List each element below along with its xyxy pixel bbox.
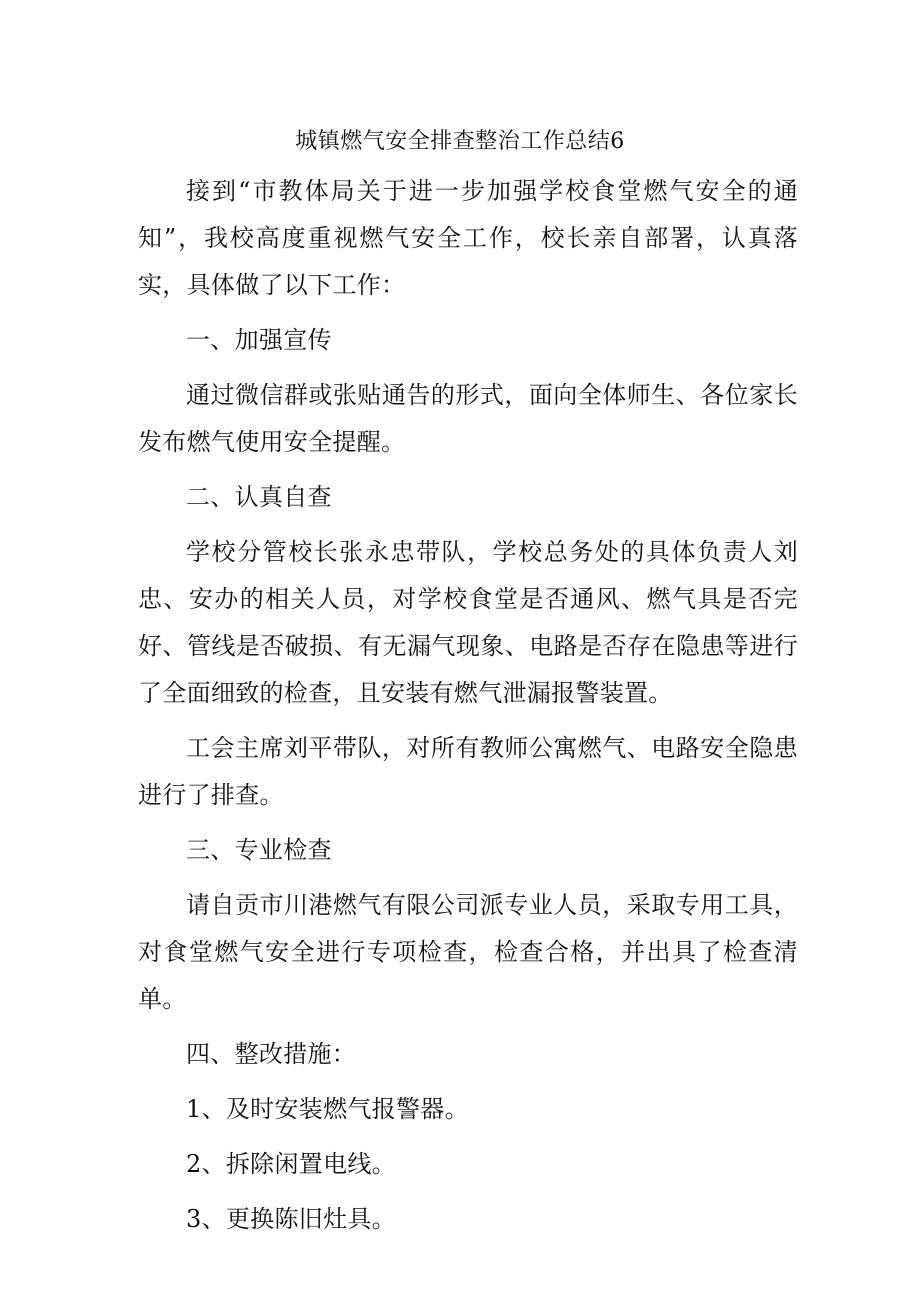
list-item-remove-wires: 2、拆除闲置电线。 xyxy=(186,1150,396,1178)
section-heading-self-check: 二、认真自查 xyxy=(186,483,332,511)
list-item-install-alarm: 1、及时安装燃气报警器。 xyxy=(186,1095,469,1123)
paragraph-union-check: 工会主席刘平带队，对所有教师公寓燃气、电路安全隐患进行了排查。 xyxy=(138,734,798,809)
section-heading-rectification: 四、整改措施： xyxy=(186,1040,357,1068)
section-heading-professional-check: 三、专业检查 xyxy=(186,836,332,864)
document-title: 城镇燃气安全排查整治工作总结6 xyxy=(295,129,625,154)
section-heading-publicity: 一、加强宣传 xyxy=(186,326,332,354)
paragraph-intro: 接到“市教体局关于进一步加强学校食堂燃气安全的通知”，我校高度重视燃气安全工作，校长亲自部署，认真落实，具体做了以下工作： xyxy=(138,177,798,299)
document-body xyxy=(138,168,798,1251)
paragraph-professional-check: 请自贡市川港燃气有限公司派专业人员，采取专用工具，对食堂燃气安全进行专项检查，检查合格，并出具了检查清单。 xyxy=(138,891,798,1013)
paragraph-publicity: 通过微信群或张贴通告的形式，面向全体师生、各位家长发布燃气使用安全提醒。 xyxy=(138,381,798,456)
paragraph-self-check: 学校分管校长张永忠带队，学校总务处的具体负责人刘忠、安办的相关人员，对学校食堂是否通风、燃气具是否完好、管线是否破损、有无漏气现象、电路是否存在隐患等进行了全面细致的检查，且安装有燃气泄漏报警装置。 xyxy=(138,538,798,707)
list-item-replace-stoves: 3、更换陈旧灶具。 xyxy=(186,1205,396,1233)
